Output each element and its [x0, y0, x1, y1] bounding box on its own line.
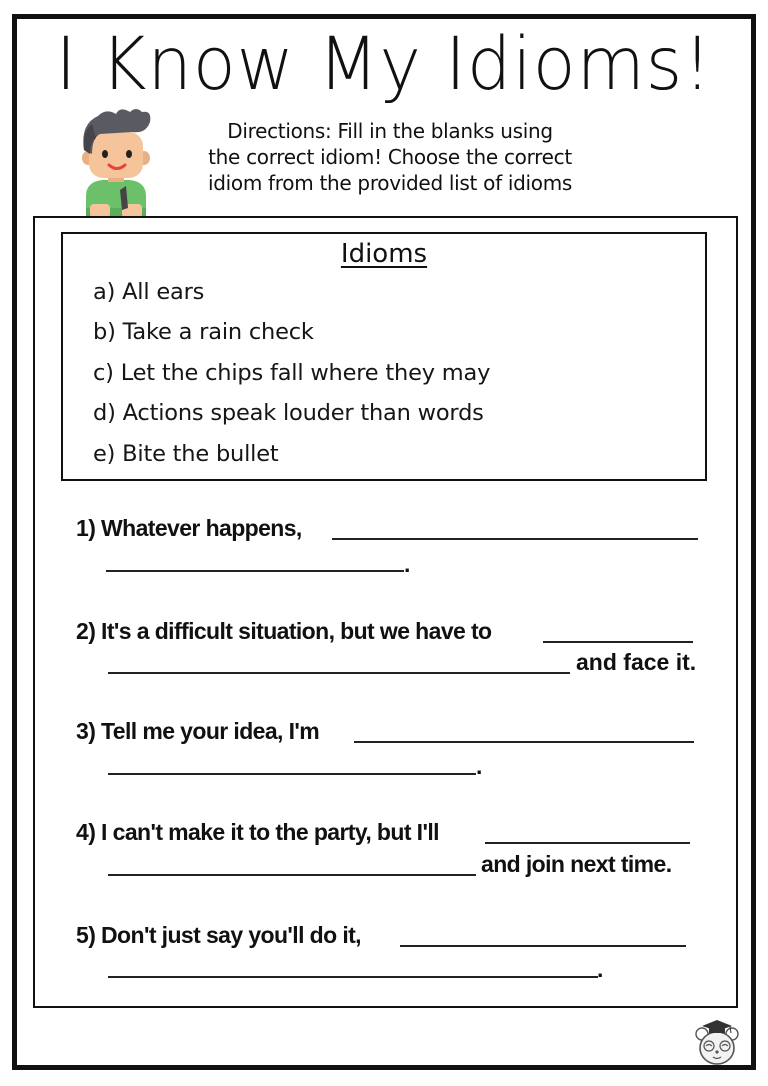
answer-blank-3a[interactable]: [354, 741, 694, 743]
graduate-panda-icon: [694, 1018, 740, 1066]
directions-text: [180, 118, 600, 196]
question-1-prompt: 1) Whatever happens,: [76, 515, 302, 541]
idiom-item-b: b) Take a rain check: [93, 319, 314, 346]
question-4-prompt: 4) I can't make it to the party, but I'll: [76, 819, 439, 845]
question-3-ending: .: [476, 753, 483, 779]
answer-blank-4b[interactable]: [108, 874, 476, 876]
answer-blank-1a[interactable]: [332, 538, 698, 540]
question-2-ending: and face it.: [576, 649, 697, 675]
directions-line-1: Directions: Fill in the blanks using: [227, 119, 553, 143]
question-5-ending: .: [597, 956, 604, 982]
idioms-word-bank: [61, 232, 707, 481]
directions-line-3: idiom from the provided list of idioms: [207, 171, 573, 195]
answer-blank-4a[interactable]: [485, 842, 690, 844]
answer-blank-5b[interactable]: [108, 976, 598, 978]
boy-writing-icon: [76, 108, 156, 218]
page-title: I Know My Idioms!: [55, 20, 713, 108]
question-5-prompt: 5) Don't just say you'll do it,: [76, 922, 361, 948]
answer-blank-1b[interactable]: [106, 570, 404, 572]
question-3-prompt: 3) Tell me your idea, I'm: [76, 718, 320, 744]
idiom-item-a: a) All ears: [93, 279, 205, 305]
idioms-heading: Idioms: [340, 239, 428, 269]
question-1-ending: .: [404, 551, 411, 577]
idiom-item-c: c) Let the chips fall where they may: [93, 359, 491, 386]
idioms-list: [93, 272, 490, 474]
answer-blank-5a[interactable]: [400, 945, 686, 947]
idiom-item-e: e) Bite the bullet: [93, 440, 279, 467]
idiom-item-d: d) Actions speak louder than words: [93, 400, 484, 427]
answer-blank-2a[interactable]: [543, 641, 693, 643]
question-2-prompt: 2) It's a difficult situation, but we have to: [76, 618, 492, 644]
directions-line-2: the correct idiom! Choose the correct: [208, 145, 572, 169]
answer-blank-3b[interactable]: [108, 773, 476, 775]
answer-blank-2b[interactable]: [108, 672, 570, 674]
question-4-ending: and join next time.: [481, 851, 672, 877]
